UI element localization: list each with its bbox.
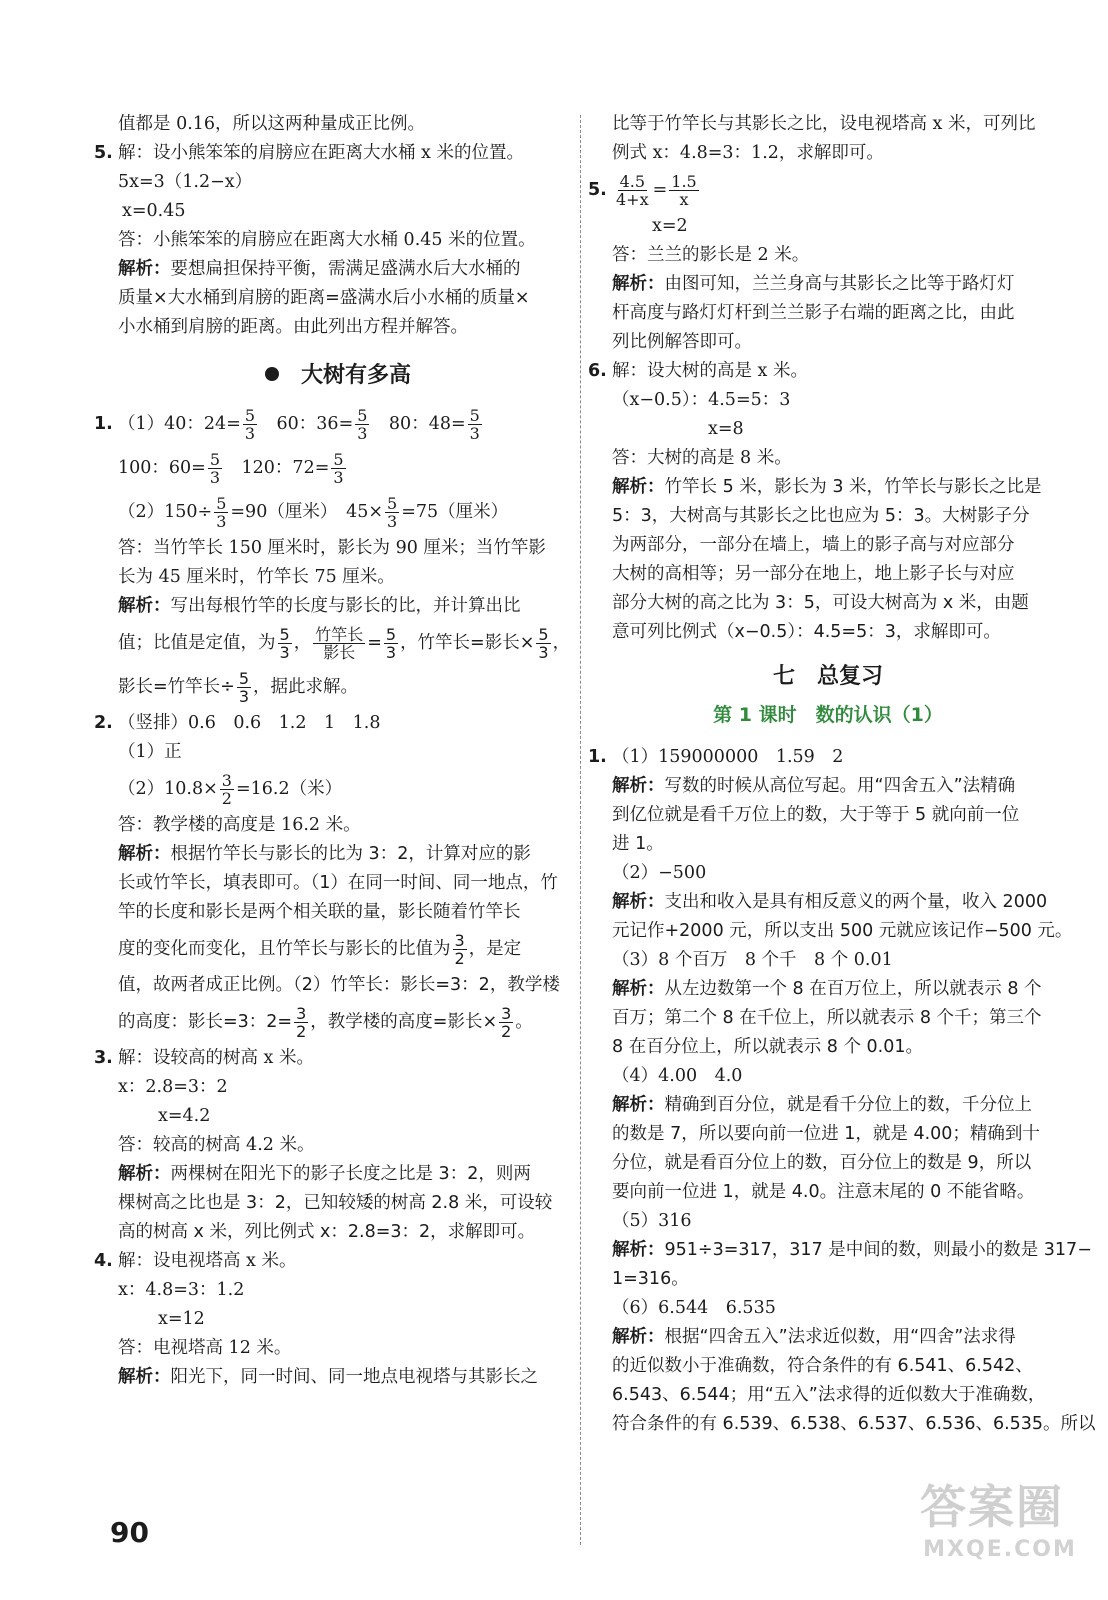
text-line: （3）8 个百万 8 个千 8 个 0.01 [612,950,893,970]
lesson-title: 第 1 课时 数的认识（1） [713,704,943,726]
analysis-label: 解析： [612,477,665,497]
text-line: （5）316 [612,1211,692,1231]
fraction: $\frac{3}{2}$ [221,771,232,808]
answer-2: 2. （竖排）0.6 0.6 1.2 1 1.8 [118,709,558,738]
question-number: 5. [94,143,113,163]
analysis-label: 解析： [118,596,171,616]
watermark-text: 答案圈 [920,1480,1064,1534]
fraction: $\frac{5}{3}$ [538,624,549,662]
text-line: 6.543、6.544；用“五入”法求得的近似数大于准确数， [612,1385,1046,1405]
fraction: $\frac{5}{3}$ [469,406,480,443]
text-line: 值都是 0.16，所以这两种量成正比例。 [118,114,426,134]
column-divider [580,115,581,1545]
equation: x=12 [158,1309,205,1329]
bullet-icon [265,367,279,381]
watermark-logo [920,1478,1080,1588]
answer-1: 1. （1）159000000 1.59 2 [612,743,1044,772]
equation: x=0.45 [122,201,186,221]
answer-line: 答：大树的高是 8 米。 [612,448,792,468]
text-line: 值；比值是定值，为 $\frac{5}{3}$ ， $\frac{\text{竹竿长}}{\text{影长}}$ = $\frac{5}{3}$ ，竹竿长=影长× $\frac{5}{3}$ ， [118,624,571,662]
analysis: 解析：精确到百分位，就是看千分位上的数，千分位上 [612,1095,1032,1115]
analysis: 解析：写数的时候从高位写起。用“四舍五入”法精确 [612,776,1016,796]
question-number: 1. [588,747,607,767]
analysis-label: 解析： [612,776,665,796]
text-line: 例式 x：4.8=3：1.2，求解即可。 [612,143,884,163]
fraction: $\frac{5}{3}$ [387,494,398,531]
watermark-url: MXQE.COM [923,1537,1077,1562]
answer-line: 答：教学楼的高度是 16.2 米。 [118,815,361,835]
analysis-label: 解析： [612,274,665,294]
text-line: 大树的高相等；另一部分在地上，地上影子长与对应 [612,564,1015,584]
text-line: 部分大树的高之比为 3：5，可设大树高为 x 米，由题 [612,593,1029,613]
fraction: $\frac{5}{3}$ [279,624,290,662]
analysis-label: 解析： [612,1240,665,1260]
text-line: 要想扁担保持平衡，需满足盛满水后大水桶的 [170,259,521,279]
text-line: 的数是 7，所以要向前一位进 1，就是 4.00；精确到十 [612,1124,1040,1144]
question-number: 3. [94,1048,113,1068]
analysis-label: 解析： [118,259,171,279]
answer-1: 1. （1）40：24= $\frac{5}{3}$ 60：36= $\frac{5}{3}$ 80：48= $\frac{5}{3}$ [118,402,558,446]
equation: （x−0.5）：4.5=5：3 [612,390,791,410]
fraction: $\frac{5}{3}$ [333,450,344,487]
text-line: 长或竹竿长，填表即可。（1）在同一时间、同一地点，竹 [118,873,558,893]
answer-line: 答：较高的树高 4.2 米。 [118,1135,315,1155]
fraction: $\frac{5}{3}$ [216,494,227,531]
question-number: 2. [94,713,113,733]
fraction: $\frac{5}{3}$ [357,406,368,443]
question-number: 1. [94,414,113,434]
fraction: $\frac{5}{3}$ [209,450,221,487]
text-line: 意可列比例式（x−0.5）：4.5=5：3，求解即可。 [612,622,1001,642]
right-column [588,110,1096,1439]
text-line: 的近似数小于准确数，符合条件的有 6.541、6.542、 [612,1356,1033,1376]
equation: （2）10.8× $\frac{3}{2}$ =16.2（米） [118,771,343,808]
analysis-label: 解析： [118,844,171,864]
analysis-label: 解析： [612,1095,665,1115]
section-title: 大树有多高 [118,354,558,398]
equation: 5x=3（1.2−x） [118,172,253,192]
analysis: 解析：阳光下，同一时间、同一地点电视塔与其影长之 [118,1367,538,1387]
text-line: 度的变化而变化，且竹竿长与影长的比值为 $\frac{3}{2}$ ，是定 [118,930,522,968]
text-line: 值，故两者成正比例。（2）竹竿长：影长=3：2，教学楼 [118,975,560,995]
analysis: 解析：支出和收入是具有相反意义的两个量，收入 2000 [612,892,1048,912]
analysis-label: 解析： [118,1367,171,1387]
text-line: 小水桶到肩膀的距离。由此列出方程并解答。 [118,317,468,337]
text-line: 进 1。 [612,834,664,854]
text-line: 5：3，大树高与其影长之比也应为 5：3。大树影子分 [612,506,1030,526]
analysis-label: 解析： [118,1164,171,1184]
analysis: 解析：写出每根竹竿的长度与影长的比，并计算出比 [118,596,521,616]
fraction: $\frac{3}{2}$ [501,1003,512,1041]
text-line: 高的树高 x 米，列比例式 x：2.8=3：2，求解即可。 [118,1222,536,1242]
question-number: 4. [94,1251,113,1271]
equation: x=2 [652,216,688,236]
text-line: （4）4.00 4.0 [612,1066,743,1086]
analysis-label: 解析： [612,1327,665,1347]
answer-line: 答：小熊笨笨的肩膀应在距离大水桶 0.45 米的位置。 [118,230,536,250]
analysis: 解析：从左边数第一个 8 在百万位上，所以就表示 8 个 [612,979,1042,999]
text-line: 分位，就是看百分位上的数，百分位上的数是 9，所以 [612,1153,1032,1173]
analysis: 解析：由图可知，兰兰身高与其影长之比等于路灯灯 [612,274,1015,294]
text-line: （6）6.544 6.535 [612,1298,776,1318]
text-line: 符合条件的有 6.539、6.538、6.537、6.536、6.535。所以 [612,1414,1096,1434]
text-line: 元记作+2000 元，所以支出 500 元就应该记作−500 元。 [612,921,1073,941]
answer-3: 3. 解：设较高的树高 x 米。 [118,1044,558,1073]
text-line: 8 在百分位上，所以就表示 8 个 0.01。 [612,1037,923,1057]
answer-5 [94,139,558,168]
fraction: $\frac{3}{2}$ [296,1003,307,1041]
left-column [94,110,571,1392]
fraction: $\frac{4.5}{4+x}$ [616,172,649,209]
answer-line: 答：当竹竿长 150 厘米时，影长为 90 厘米；当竹竿影 [118,538,546,558]
analysis: 解析：竹竿长 5 米，影长为 3 米，竹竿长与影长之比是 [612,477,1042,497]
equation: x：4.8=3：1.2 [118,1280,245,1300]
text-line: 棵树高之比也是 3：2，已知较矮的树高 2.8 米，可设较 [118,1193,553,1213]
text-line: 质量×大水桶到肩膀的距离=盛满水后小水桶的质量× [118,288,530,308]
text-line: 到亿位就是看千万位上的数，大于等于 5 就向前一位 [612,805,1020,825]
text-line: 影长=竹竿长÷ $\frac{5}{3}$ ，据此求解。 [118,668,359,706]
text-line: 的高度：影长=3：2= $\frac{3}{2}$ ，教学楼的高度=影长× $\frac{3}{2}$ 。 [118,1003,533,1041]
page-number: 90 [110,1516,149,1549]
answer-6: 6. 解：设大树的高是 x 米。 [612,357,1044,386]
text-line: （1）正 [118,742,182,762]
chapter-title: 七 总复习 [772,664,883,689]
fraction: $\frac{5}{3}$ [238,668,250,706]
text-line: 杆高度与路灯灯杆到兰兰影子右端的距离之比，由此 [612,303,1015,323]
analysis: 解析：951÷3=317，317 是中间的数，则最小的数是 317− [612,1240,1092,1260]
fraction: $\frac{1.5}{x}$ [671,172,697,209]
answer-line: 长为 45 厘米时，竹竿长 75 厘米。 [118,567,395,587]
answer-line: 答：兰兰的影长是 2 米。 [612,245,810,265]
analysis: 解析：两棵树在阳光下的影子长度之比是 3：2，则两 [118,1164,531,1184]
answer-5: 5. $\frac{4.5}{4+x}$ = $\frac{1.5}{x}$ [612,168,1044,212]
text-line: 1=316。 [612,1269,689,1289]
equation: （2）150÷ $\frac{5}{3}$ =90（厘米） 45× $\frac{5}{3}$ =75（厘米） [118,494,509,531]
text-line: 竿的长度和影长是两个相关联的量，影长随着竹竿长 [118,902,521,922]
text-line: 比等于竹竿长与其影长之比，设电视塔高 x 米，可列比 [612,114,1036,134]
analysis: 解析：根据“四舍五入”法求近似数，用“四舍”法求得 [612,1327,1016,1347]
answer-line: 答：电视塔高 12 米。 [118,1338,292,1358]
analysis: 解析：根据竹竿长与影长的比为 3：2，计算对应的影 [118,844,531,864]
fraction: $\frac{5}{3}$ [385,624,397,662]
question-number: 5. [588,180,607,200]
equation: 100：60= $\frac{5}{3}$ 120：72= $\frac{5}{3}$ [118,450,344,487]
equation: x=8 [708,419,744,439]
text-line: 列比例解答即可。 [612,332,752,352]
fraction: $\frac{5}{3}$ [244,406,256,443]
equation: x：2.8=3：2 [118,1077,228,1097]
text-line: 要向前一位进 1，就是 4.0。注意末尾的 0 不能省略。 [612,1182,1035,1202]
question-number: 6. [588,361,607,381]
text-line: 百万；第二个 8 在千位上，所以就表示 8 个千；第三个 [612,1008,1042,1028]
analysis-label: 解析： [612,979,665,999]
analysis-label: 解析： [612,892,665,912]
equation: x=4.2 [158,1106,211,1126]
answer-4: 4. 解：设电视塔高 x 米。 [118,1247,558,1276]
text-line: 为两部分，一部分在墙上，墙上的影子高与对应部分 [612,535,1015,555]
text-line: 解：设小熊笨笨的肩膀应在距离大水桶 x 米的位置。 [118,143,524,163]
fraction: $\frac{\text{竹竿长}}{\text{影长}}$ [315,624,364,662]
analysis [118,255,558,284]
text-line: （2）−500 [612,863,707,883]
fraction: $\frac{3}{2}$ [454,930,465,968]
